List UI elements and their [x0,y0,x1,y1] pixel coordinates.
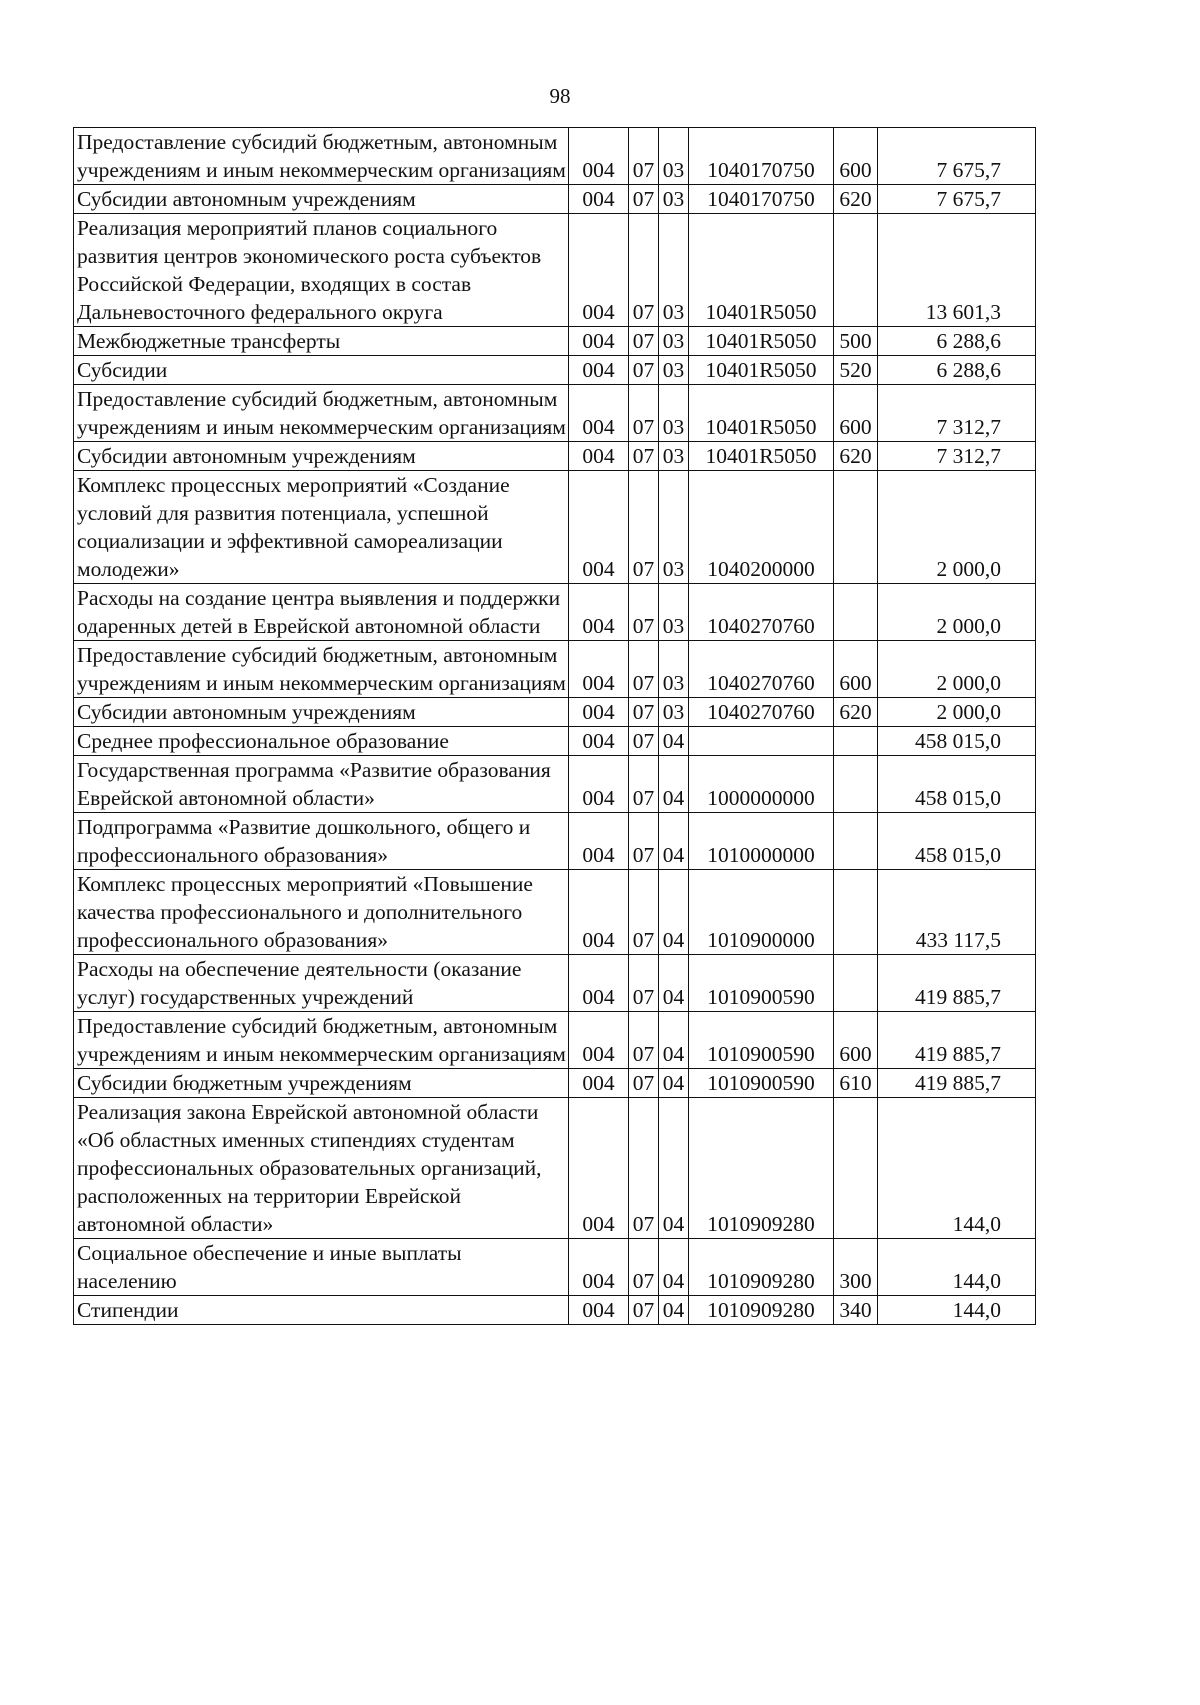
amount-cell: 419 885,7 [878,1012,1036,1069]
amount-cell: 458 015,0 [878,756,1036,813]
target-article-cell: 1010909280 [689,1239,834,1296]
ministry-code-cell: 004 [569,1069,629,1098]
amount-cell: 2 000,0 [878,641,1036,698]
expense-name-cell: Межбюджетные трансферты [74,327,569,356]
expense-type-cell: 600 [834,641,878,698]
section-code-cell: 07 [629,1012,659,1069]
expense-name-cell: Субсидии автономным учреждениям [74,442,569,471]
expense-name-cell: Предоставление субсидий бюджетным, автономным учреждениям и иным некоммерческим организациям [74,1012,569,1069]
target-article-cell: 1010900590 [689,1069,834,1098]
expense-type-cell [834,1098,878,1239]
amount-cell: 433 117,5 [878,870,1036,955]
target-article-cell: 1000000000 [689,756,834,813]
ministry-code-cell: 004 [569,385,629,442]
expense-type-cell [834,955,878,1012]
table-row [74,641,1036,698]
ministry-code-cell: 004 [569,870,629,955]
section-code-cell: 07 [629,1069,659,1098]
ministry-code-cell: 004 [569,327,629,356]
table-row [74,385,1036,442]
target-article-cell: 1010909280 [689,1098,834,1239]
section-code-cell: 07 [629,128,659,185]
subsection-code-cell: 04 [659,1098,689,1239]
table-row [74,756,1036,813]
table-row [74,727,1036,756]
ministry-code-cell: 004 [569,727,629,756]
expense-name-cell: Субсидии автономным учреждениям [74,185,569,214]
section-code-cell: 07 [629,584,659,641]
amount-cell: 2 000,0 [878,584,1036,641]
expense-type-cell [834,756,878,813]
section-code-cell: 07 [629,356,659,385]
section-code-cell: 07 [629,214,659,327]
amount-cell: 2 000,0 [878,471,1036,584]
table-row [74,356,1036,385]
table-row [74,870,1036,955]
section-code-cell: 07 [629,756,659,813]
section-code-cell: 07 [629,1098,659,1239]
expense-name-cell: Социальное обеспечение и иные выплаты населению [74,1239,569,1296]
expense-type-cell: 600 [834,385,878,442]
section-code-cell: 07 [629,185,659,214]
section-code-cell: 07 [629,1296,659,1325]
expense-name-cell: Расходы на создание центра выявления и поддержки одаренных детей в Еврейской автономной области [74,584,569,641]
section-code-cell: 07 [629,870,659,955]
ministry-code-cell: 004 [569,1239,629,1296]
table-row [74,1069,1036,1098]
expense-type-cell [834,727,878,756]
section-code-cell: 07 [629,1239,659,1296]
ministry-code-cell: 004 [569,756,629,813]
ministry-code-cell: 004 [569,442,629,471]
ministry-code-cell: 004 [569,641,629,698]
expense-type-cell: 620 [834,698,878,727]
expense-type-cell: 620 [834,442,878,471]
section-code-cell: 07 [629,327,659,356]
table-row [74,327,1036,356]
target-article-cell: 10401R5050 [689,385,834,442]
expense-type-cell [834,471,878,584]
expense-type-cell: 610 [834,1069,878,1098]
table-row [74,813,1036,870]
expense-type-cell [834,813,878,870]
amount-cell: 144,0 [878,1296,1036,1325]
expense-name-cell: Субсидии [74,356,569,385]
amount-cell: 6 288,6 [878,327,1036,356]
expense-name-cell: Государственная программа «Развитие образования Еврейской автономной области» [74,756,569,813]
table-row [74,955,1036,1012]
expense-name-cell: Среднее профессиональное образование [74,727,569,756]
table-row [74,698,1036,727]
section-code-cell: 07 [629,641,659,698]
budget-table [73,127,1036,1325]
target-article-cell [689,727,834,756]
amount-cell: 419 885,7 [878,955,1036,1012]
amount-cell: 7 312,7 [878,442,1036,471]
table-row [74,1296,1036,1325]
ministry-code-cell: 004 [569,471,629,584]
subsection-code-cell: 03 [659,471,689,584]
expense-name-cell: Субсидии бюджетным учреждениям [74,1069,569,1098]
subsection-code-cell: 03 [659,698,689,727]
subsection-code-cell: 03 [659,584,689,641]
expense-type-cell: 520 [834,356,878,385]
subsection-code-cell: 03 [659,327,689,356]
target-article-cell: 1010900590 [689,1012,834,1069]
subsection-code-cell: 04 [659,1239,689,1296]
table-row [74,214,1036,327]
expense-type-cell: 300 [834,1239,878,1296]
target-article-cell: 1040270760 [689,641,834,698]
expense-name-cell: Субсидии автономным учреждениям [74,698,569,727]
expense-type-cell: 340 [834,1296,878,1325]
subsection-code-cell: 04 [659,727,689,756]
expense-name-cell: Расходы на обеспечение деятельности (оказание услуг) государственных учреждений [74,955,569,1012]
subsection-code-cell: 04 [659,813,689,870]
section-code-cell: 07 [629,955,659,1012]
expense-name-cell: Стипендии [74,1296,569,1325]
ministry-code-cell: 004 [569,1296,629,1325]
budget-table-body [74,128,1036,1325]
ministry-code-cell: 004 [569,1098,629,1239]
ministry-code-cell: 004 [569,813,629,870]
target-article-cell: 10401R5050 [689,214,834,327]
table-row [74,128,1036,185]
amount-cell: 2 000,0 [878,698,1036,727]
amount-cell: 458 015,0 [878,813,1036,870]
target-article-cell: 1010900590 [689,955,834,1012]
target-article-cell: 10401R5050 [689,356,834,385]
table-row [74,442,1036,471]
target-article-cell: 1040170750 [689,128,834,185]
section-code-cell: 07 [629,813,659,870]
amount-cell: 7 675,7 [878,185,1036,214]
subsection-code-cell: 03 [659,214,689,327]
target-article-cell: 1010909280 [689,1296,834,1325]
amount-cell: 7 675,7 [878,128,1036,185]
ministry-code-cell: 004 [569,214,629,327]
subsection-code-cell: 04 [659,1069,689,1098]
expense-type-cell: 620 [834,185,878,214]
section-code-cell: 07 [629,442,659,471]
section-code-cell: 07 [629,727,659,756]
ministry-code-cell: 004 [569,356,629,385]
table-row [74,185,1036,214]
expense-name-cell: Реализация закона Еврейской автономной области «Об областных именных стипендиях студентам профессиональных образовательных организаций, расположенных на территории Еврейской автономной области» [74,1098,569,1239]
subsection-code-cell: 03 [659,128,689,185]
expense-name-cell: Реализация мероприятий планов социального развития центров экономического роста субъектов Российской Федерации, входящих в состав Дальневосточного федерального округа [74,214,569,327]
target-article-cell: 10401R5050 [689,442,834,471]
expense-type-cell [834,584,878,641]
expense-type-cell: 600 [834,128,878,185]
ministry-code-cell: 004 [569,128,629,185]
expense-name-cell: Предоставление субсидий бюджетным, автономным учреждениям и иным некоммерческим организациям [74,128,569,185]
amount-cell: 419 885,7 [878,1069,1036,1098]
target-article-cell: 1040270760 [689,584,834,641]
page-number: 98 [549,84,571,108]
table-row [74,1012,1036,1069]
subsection-code-cell: 03 [659,641,689,698]
subsection-code-cell: 03 [659,442,689,471]
subsection-code-cell: 04 [659,870,689,955]
subsection-code-cell: 03 [659,185,689,214]
target-article-cell: 1040270760 [689,698,834,727]
target-article-cell: 1040200000 [689,471,834,584]
subsection-code-cell: 04 [659,1296,689,1325]
target-article-cell: 1010000000 [689,813,834,870]
target-article-cell: 1010900000 [689,870,834,955]
table-row [74,1098,1036,1239]
expense-name-cell: Комплекс процессных мероприятий «Создание условий для развития потенциала, успешной социализации и эффективной самореализации молодежи» [74,471,569,584]
table-row [74,1239,1036,1296]
expense-name-cell: Предоставление субсидий бюджетным, автономным учреждениям и иным некоммерческим организациям [74,641,569,698]
section-code-cell: 07 [629,385,659,442]
table-row [74,471,1036,584]
expense-type-cell: 600 [834,1012,878,1069]
amount-cell: 7 312,7 [878,385,1036,442]
subsection-code-cell: 03 [659,385,689,442]
target-article-cell: 1040170750 [689,185,834,214]
section-code-cell: 07 [629,698,659,727]
table-row [74,584,1036,641]
amount-cell: 13 601,3 [878,214,1036,327]
subsection-code-cell: 04 [659,955,689,1012]
subsection-code-cell: 04 [659,1012,689,1069]
target-article-cell: 10401R5050 [689,327,834,356]
subsection-code-cell: 04 [659,756,689,813]
expense-name-cell: Подпрограмма «Развитие дошкольного, общего и профессионального образования» [74,813,569,870]
ministry-code-cell: 004 [569,1012,629,1069]
ministry-code-cell: 004 [569,955,629,1012]
expense-name-cell: Предоставление субсидий бюджетным, автономным учреждениям и иным некоммерческим организациям [74,385,569,442]
expense-type-cell [834,870,878,955]
section-code-cell: 07 [629,471,659,584]
expense-name-cell: Комплекс процессных мероприятий «Повышение качества профессионального и дополнительного профессионального образования» [74,870,569,955]
ministry-code-cell: 004 [569,584,629,641]
amount-cell: 144,0 [878,1239,1036,1296]
amount-cell: 144,0 [878,1098,1036,1239]
expense-type-cell: 500 [834,327,878,356]
ministry-code-cell: 004 [569,185,629,214]
subsection-code-cell: 03 [659,356,689,385]
ministry-code-cell: 004 [569,698,629,727]
amount-cell: 6 288,6 [878,356,1036,385]
expense-type-cell [834,214,878,327]
amount-cell: 458 015,0 [878,727,1036,756]
